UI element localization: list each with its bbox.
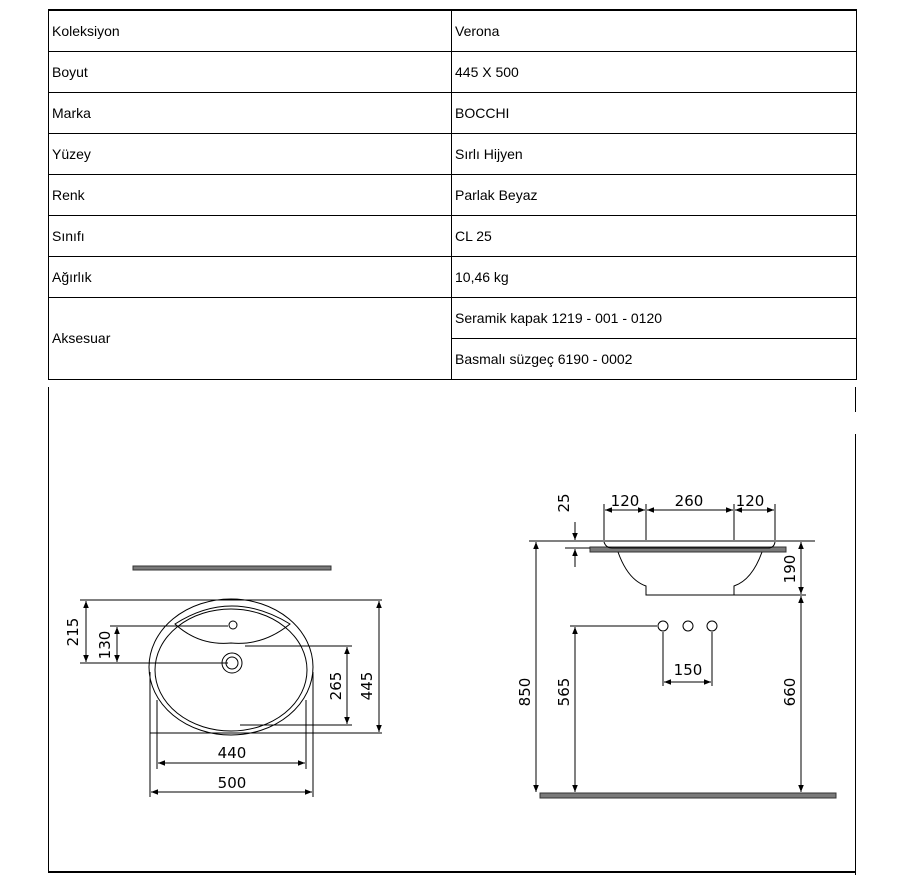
basin-body (618, 552, 762, 595)
pipe-left (658, 621, 668, 631)
dim-445: 445 (358, 671, 376, 701)
dim-500: 500 (217, 774, 247, 792)
spec-label: Boyut (49, 51, 452, 92)
accessory-item: Seramik kapak 1219 - 001 - 0120 (452, 297, 857, 338)
side-view-labels (516, 492, 799, 706)
dim-660: 660 (781, 677, 799, 707)
dim-130: 130 (96, 630, 114, 660)
accessory-label: Aksesuar (49, 297, 452, 379)
spec-label: Sınıfı (49, 215, 452, 256)
spec-value: CL 25 (452, 215, 857, 256)
dim-565: 565 (555, 677, 573, 707)
tap-deck (175, 606, 290, 643)
dim-120-left: 120 (610, 492, 640, 510)
basin-inner-rim (155, 609, 307, 731)
top-view-labels (64, 618, 376, 792)
countertop-line (133, 566, 331, 570)
spec-value: 10,46 kg (452, 256, 857, 297)
dim-215: 215 (64, 617, 82, 647)
pipe-right (707, 621, 717, 631)
spec-value: 445 X 500 (452, 51, 857, 92)
dim-190: 190 (781, 554, 799, 584)
spec-label: Yüzey (49, 133, 452, 174)
dim-850: 850 (516, 677, 534, 707)
dim-440: 440 (217, 744, 247, 762)
floor-line (540, 793, 836, 798)
spec-value: Sırlı Hijyen (452, 133, 857, 174)
dim-120-right: 120 (735, 492, 765, 510)
dim-150: 150 (673, 661, 703, 679)
side-view (529, 504, 836, 798)
spec-value: BOCCHI (452, 92, 857, 133)
tap-hole (229, 621, 237, 629)
basin-outer-rim (149, 599, 313, 735)
spec-label: Koleksiyon (49, 10, 452, 51)
accessory-item: Basmalı süzgeç 6190 - 0002 (452, 338, 857, 379)
spec-value: Parlak Beyaz (452, 174, 857, 215)
dim-260: 260 (674, 492, 704, 510)
spec-label: Renk (49, 174, 452, 215)
spec-label: Ağırlık (49, 256, 452, 297)
dim-25: 25 (555, 493, 573, 513)
pipe-center (683, 621, 693, 631)
dim-265: 265 (327, 671, 345, 701)
spec-label: Marka (49, 92, 452, 133)
spec-value: Verona (452, 10, 857, 51)
